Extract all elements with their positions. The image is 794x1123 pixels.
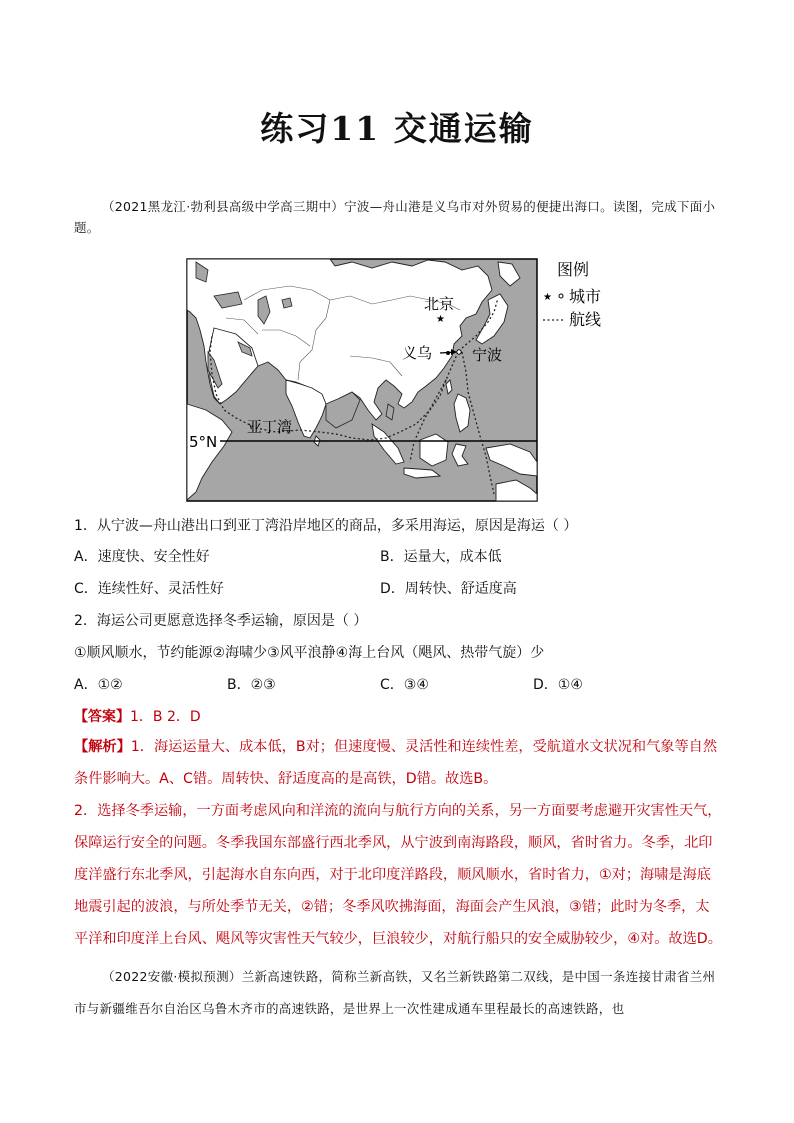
city-yiwu: 义乌 [402, 344, 433, 362]
ningbo-dot-icon [457, 350, 461, 354]
aral-sea [282, 298, 292, 308]
answer-label: 【答案】 [74, 709, 130, 725]
city-beijing: 北京 [424, 295, 455, 313]
page-title: 练习11 交通运输 [260, 109, 534, 148]
city-ningbo: 宁波 [472, 346, 503, 364]
q2-option-d: D．①④ [533, 677, 583, 693]
q2-option-a: A．①② [74, 677, 123, 693]
q1-option-a: A．速度快、安全性好 [74, 549, 210, 565]
explanation-label: 【解析】 [74, 739, 131, 755]
explanation-1 [74, 731, 722, 795]
gulf-label: 亚丁湾 [247, 418, 293, 436]
latitude-label: 5°N [189, 433, 218, 451]
legend-title: 图例 [557, 260, 590, 279]
intro-text: 宁波—舟山港是义乌市对外贸易的便捷出海口。读图，完成下面小题。 [74, 199, 716, 235]
answer-text: 1．B 2．D [130, 709, 201, 725]
q2-items: ①顺风顺水，节约能源②海啸少③风平浪静④海上台风（飓风、热带气旋）少 [74, 645, 545, 661]
q1-option-d: D．周转快、舒适度高 [380, 581, 517, 597]
q2-stem: 2．海运公司更愿意选择冬季运输，原因是（ ） [74, 613, 368, 629]
explanation-2: 2．选择冬季运输，一方面考虑风向和洋流的流向与航行方向的关系，另一方面要考虑避开灾害性天气，保障运行安全的问题。冬季我国东部盛行西北季风，从宁波到南海路段，顺风，省时省力。冬季，北印度洋盛行东北季风，引起海水自东向西，对于北印度洋路段，顺风顺水，省时省力，①对；海啸是海底地震引起的波浪，与所处季节无关，②错；冬季风吹拂海面，海面会产生风浪，③错；此时为冬季，太平洋和印度洋上台风、飓风等灾害性天气较少，巨浪较少，对航行船只的安全威胁较少，④对。故选D。 [74, 803, 722, 947]
asia-shipping-map [0, 0, 794, 520]
legend-route: 航线 [569, 310, 602, 329]
intro-source: （2021黑龙江·勃利县高级中学高三期中） [102, 199, 345, 214]
legend-city-symbol-icon: ★ [543, 292, 552, 303]
intro-paragraph-2 [74, 961, 722, 1025]
q1-option-c: C．连续性好、灵活性好 [74, 581, 224, 597]
answer-line [74, 706, 201, 726]
borneo [420, 434, 448, 466]
intro2-source: （2022安徽·模拟预测） [102, 969, 242, 984]
q1-option-b: B．运量大，成本低 [380, 549, 502, 565]
beijing-star-icon: ★ [436, 314, 445, 325]
intro2-text: 兰新高速铁路，简称兰新高铁，又名兰新铁路第二双线，是中国一条连接甘肃省兰州市与新疆维吾尔自治区乌鲁木齐市的高速铁路，是世界上一次性建成通车里程最长的高速铁路，也 [74, 969, 716, 1016]
q1-stem: 1．从宁波—舟山港出口到亚丁湾沿岸地区的商品，多采用海运，原因是海运（ ） [74, 518, 578, 534]
legend-dot-icon [559, 294, 563, 298]
q2-option-c: C．③④ [380, 677, 429, 693]
q2-option-b: B．②③ [227, 677, 276, 693]
legend-city: 城市 [569, 287, 602, 306]
explanation-p1: 1．海运运量大、成本低，B对；但速度慢、灵活性和连续性差，受航道水文状况和气象等自然条件影响大。A、C错。周转快、舒适度高的是高铁，D错。故选B。 [74, 739, 718, 787]
